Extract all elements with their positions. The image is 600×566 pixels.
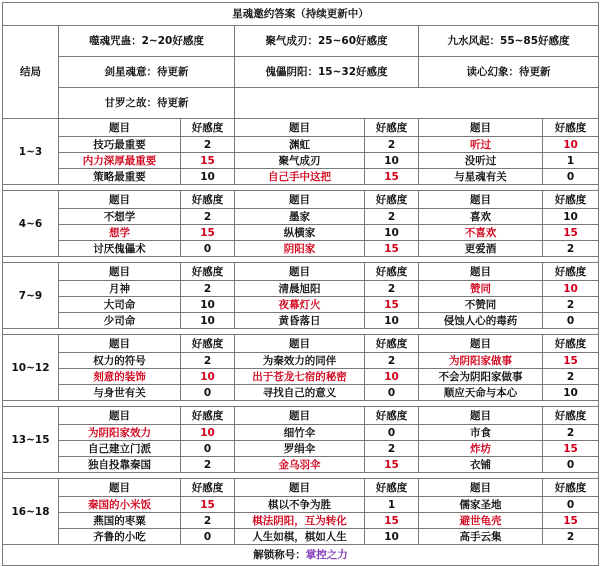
favor-value: 15 — [543, 353, 599, 369]
answer-option: 清晨旭阳 — [235, 281, 365, 297]
answer-option: 罗绢伞 — [235, 441, 365, 457]
level-range: 16~18 — [3, 479, 59, 545]
answer-option: 喜欢 — [419, 209, 543, 225]
answer-option: 自己手中这把 — [235, 169, 365, 185]
column-header-favor: 好感度 — [181, 335, 235, 353]
ending-row — [3, 26, 599, 57]
answer-option: 阴阳家 — [235, 241, 365, 257]
group-header-row — [3, 263, 599, 281]
column-header-topic: 题目 — [419, 263, 543, 281]
column-header-topic: 题目 — [419, 407, 543, 425]
favor-value: 0 — [543, 497, 599, 513]
answer-option: 更爱酒 — [419, 241, 543, 257]
level-range: 13~15 — [3, 407, 59, 473]
column-header-topic: 题目 — [59, 407, 181, 425]
favor-value: 2 — [543, 369, 599, 385]
favor-value: 15 — [365, 241, 419, 257]
ending-row — [3, 88, 599, 119]
favor-value: 2 — [543, 425, 599, 441]
answer-option: 寻找自己的意义 — [235, 385, 365, 401]
ending-empty — [235, 88, 599, 119]
question-row — [3, 441, 599, 457]
favor-value: 2 — [181, 513, 235, 529]
ending-entry: 九水风起：55~85好感度 — [419, 26, 599, 57]
favor-value: 10 — [181, 313, 235, 329]
favor-value: 2 — [181, 209, 235, 225]
favor-value: 15 — [181, 153, 235, 169]
question-row — [3, 369, 599, 385]
answer-option: 权力的符号 — [59, 353, 181, 369]
favor-value: 2 — [365, 353, 419, 369]
title-row — [3, 3, 599, 26]
favor-value: 1 — [543, 153, 599, 169]
column-header-topic: 题目 — [235, 407, 365, 425]
level-range: 1~3 — [3, 119, 59, 185]
answer-option: 黄昏落日 — [235, 313, 365, 329]
answer-option: 细竹伞 — [235, 425, 365, 441]
favor-value: 15 — [365, 457, 419, 473]
question-row — [3, 313, 599, 329]
column-header-favor: 好感度 — [365, 119, 419, 137]
favor-value: 15 — [543, 441, 599, 457]
answer-option: 燕国的枣粟 — [59, 513, 181, 529]
column-header-topic: 题目 — [235, 335, 365, 353]
page-title: 星魂邀约答案（持续更新中） — [3, 3, 599, 26]
group-header-row — [3, 119, 599, 137]
column-header-favor: 好感度 — [181, 191, 235, 209]
column-header-topic: 题目 — [419, 479, 543, 497]
favor-value: 2 — [543, 297, 599, 313]
answer-option: 月神 — [59, 281, 181, 297]
column-header-topic: 题目 — [235, 263, 365, 281]
column-header-favor: 好感度 — [181, 119, 235, 137]
column-header-favor: 好感度 — [365, 263, 419, 281]
question-row — [3, 209, 599, 225]
column-header-favor: 好感度 — [181, 263, 235, 281]
favor-value: 10 — [543, 281, 599, 297]
column-header-topic: 题目 — [419, 191, 543, 209]
favor-value: 15 — [181, 497, 235, 513]
column-header-topic: 题目 — [235, 191, 365, 209]
favor-value: 2 — [181, 353, 235, 369]
answer-option: 秦国的小米饭 — [59, 497, 181, 513]
question-row — [3, 281, 599, 297]
favor-value: 15 — [365, 169, 419, 185]
level-range: 10~12 — [3, 335, 59, 401]
favor-value: 10 — [181, 369, 235, 385]
column-header-favor: 好感度 — [365, 479, 419, 497]
column-header-favor: 好感度 — [365, 407, 419, 425]
favor-value: 0 — [365, 385, 419, 401]
question-row — [3, 353, 599, 369]
ending-label: 结局 — [3, 26, 59, 119]
question-row — [3, 497, 599, 513]
favor-value: 0 — [543, 169, 599, 185]
favor-value: 2 — [543, 241, 599, 257]
favor-value: 0 — [181, 441, 235, 457]
favor-value: 0 — [543, 313, 599, 329]
answer-option: 齐鲁的小吃 — [59, 529, 181, 545]
answer-option: 与身世有关 — [59, 385, 181, 401]
answer-option: 不喜欢 — [419, 225, 543, 241]
ending-entry: 剑星魂意：待更新 — [59, 57, 235, 88]
answer-option: 想学 — [59, 225, 181, 241]
favor-value: 2 — [543, 529, 599, 545]
favor-value: 10 — [181, 425, 235, 441]
favor-value: 2 — [181, 457, 235, 473]
column-header-topic: 题目 — [235, 119, 365, 137]
question-row — [3, 241, 599, 257]
question-row — [3, 529, 599, 545]
answer-option: 少司命 — [59, 313, 181, 329]
answer-table — [2, 2, 599, 566]
column-header-favor: 好感度 — [543, 407, 599, 425]
unlock-title — [3, 545, 599, 566]
answer-option: 炸坊 — [419, 441, 543, 457]
favor-value: 2 — [181, 281, 235, 297]
column-header-topic: 题目 — [59, 479, 181, 497]
column-header-favor: 好感度 — [365, 191, 419, 209]
answer-option: 聚气成刃 — [235, 153, 365, 169]
answer-option: 棋法阴阳，互为转化 — [235, 513, 365, 529]
column-header-favor: 好感度 — [181, 479, 235, 497]
column-header-favor: 好感度 — [543, 119, 599, 137]
column-header-topic: 题目 — [419, 335, 543, 353]
answer-option: 渊虹 — [235, 137, 365, 153]
favor-value: 2 — [365, 281, 419, 297]
favor-value: 0 — [181, 385, 235, 401]
ending-entry: 读心幻象：待更新 — [419, 57, 599, 88]
favor-value: 10 — [543, 209, 599, 225]
favor-value: 10 — [181, 169, 235, 185]
answer-option: 没听过 — [419, 153, 543, 169]
favor-value: 0 — [181, 241, 235, 257]
favor-value: 10 — [181, 297, 235, 313]
answer-option: 市食 — [419, 425, 543, 441]
favor-value: 10 — [543, 385, 599, 401]
question-row — [3, 425, 599, 441]
answer-option: 内力深厚最重要 — [59, 153, 181, 169]
favor-value: 10 — [365, 369, 419, 385]
answer-option: 高手云集 — [419, 529, 543, 545]
question-row — [3, 297, 599, 313]
ending-entry: 噬魂咒蛊：2~20好感度 — [59, 26, 235, 57]
question-row — [3, 225, 599, 241]
column-header-topic: 题目 — [59, 119, 181, 137]
favor-value: 0 — [365, 425, 419, 441]
favor-value: 15 — [181, 225, 235, 241]
unlock-label: 解锁称号： — [253, 549, 306, 561]
favor-value: 0 — [543, 457, 599, 473]
favor-value: 10 — [365, 153, 419, 169]
answer-option: 夜幕灯火 — [235, 297, 365, 313]
favor-value: 2 — [365, 209, 419, 225]
answer-option: 顺应天命与本心 — [419, 385, 543, 401]
answer-option: 衣铺 — [419, 457, 543, 473]
column-header-favor: 好感度 — [543, 191, 599, 209]
favor-value: 2 — [365, 137, 419, 153]
level-range: 7~9 — [3, 263, 59, 329]
answer-option: 纵横家 — [235, 225, 365, 241]
favor-value: 15 — [365, 513, 419, 529]
question-row — [3, 457, 599, 473]
favor-value: 15 — [543, 225, 599, 241]
group-header-row — [3, 479, 599, 497]
column-header-favor: 好感度 — [543, 479, 599, 497]
favor-value: 0 — [181, 529, 235, 545]
favor-value: 15 — [365, 297, 419, 313]
answer-option: 不赞同 — [419, 297, 543, 313]
favor-value: 10 — [543, 137, 599, 153]
favor-value: 10 — [365, 529, 419, 545]
answer-option: 独自投靠秦国 — [59, 457, 181, 473]
ending-entry: 甘罗之故：待更新 — [59, 88, 235, 119]
answer-option: 儒家圣地 — [419, 497, 543, 513]
answer-option: 策略最重要 — [59, 169, 181, 185]
column-header-topic: 题目 — [59, 263, 181, 281]
question-row — [3, 137, 599, 153]
answer-option: 出于苍龙七宿的秘密 — [235, 369, 365, 385]
favor-value: 10 — [365, 313, 419, 329]
column-header-favor: 好感度 — [365, 335, 419, 353]
answer-option: 棋以不争为胜 — [235, 497, 365, 513]
answer-option: 不想学 — [59, 209, 181, 225]
favor-value: 10 — [365, 225, 419, 241]
answer-option: 听过 — [419, 137, 543, 153]
answer-option: 赞同 — [419, 281, 543, 297]
answer-option: 大司命 — [59, 297, 181, 313]
answer-option: 为阴阳家效力 — [59, 425, 181, 441]
unlock-value: 掌控之力 — [305, 549, 348, 561]
answer-option: 为阴阳家做事 — [419, 353, 543, 369]
answer-option: 讨厌傀儡术 — [59, 241, 181, 257]
answer-option: 金乌羽伞 — [235, 457, 365, 473]
answer-option: 侵蚀人心的毒药 — [419, 313, 543, 329]
ending-row — [3, 57, 599, 88]
favor-value: 15 — [543, 513, 599, 529]
answer-option: 技巧最重要 — [59, 137, 181, 153]
group-header-row — [3, 191, 599, 209]
question-row — [3, 169, 599, 185]
answer-option: 与星魂有关 — [419, 169, 543, 185]
favor-value: 2 — [365, 441, 419, 457]
answer-option: 不会为阴阳家做事 — [419, 369, 543, 385]
favor-value: 1 — [365, 497, 419, 513]
column-header-favor: 好感度 — [543, 263, 599, 281]
ending-entry: 聚气成刃：25~60好感度 — [235, 26, 419, 57]
group-header-row — [3, 407, 599, 425]
question-row — [3, 153, 599, 169]
answer-option: 刻意的装饰 — [59, 369, 181, 385]
answer-option: 为秦效力的同伴 — [235, 353, 365, 369]
column-header-favor: 好感度 — [543, 335, 599, 353]
column-header-topic: 题目 — [59, 335, 181, 353]
question-row — [3, 385, 599, 401]
favor-value: 2 — [181, 137, 235, 153]
answer-option: 自己建立门派 — [59, 441, 181, 457]
column-header-topic: 题目 — [59, 191, 181, 209]
answer-option: 避世龟壳 — [419, 513, 543, 529]
answer-option: 人生如棋，棋如人生 — [235, 529, 365, 545]
column-header-topic: 题目 — [419, 119, 543, 137]
group-header-row — [3, 335, 599, 353]
footer-row — [3, 545, 599, 566]
column-header-topic: 题目 — [235, 479, 365, 497]
column-header-favor: 好感度 — [181, 407, 235, 425]
level-range: 4~6 — [3, 191, 59, 257]
ending-entry: 傀儡阴阳：15~32好感度 — [235, 57, 419, 88]
answer-option: 墨家 — [235, 209, 365, 225]
question-row — [3, 513, 599, 529]
